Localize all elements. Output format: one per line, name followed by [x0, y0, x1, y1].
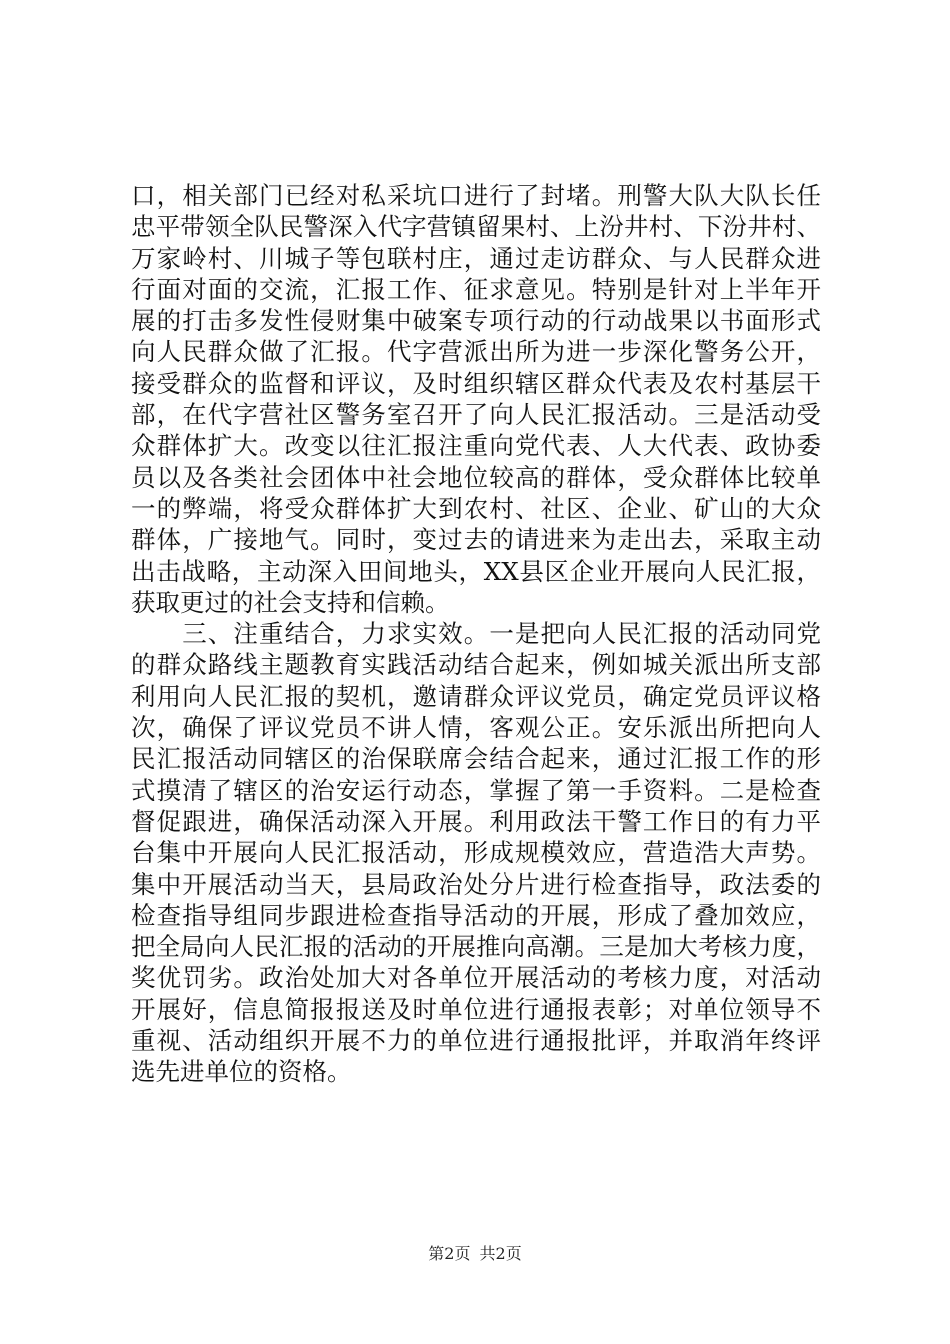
- text-line: 口，相关部门已经对私采坑口进行了封堵。刑警大队大队长任: [131, 181, 821, 210]
- text-line: 民汇报活动同辖区的治保联席会结合起来，通过汇报工作的形: [131, 744, 821, 774]
- text-line: 忠平带领全队民警深入代字营镇留果村、上汾井村、下汾井村、: [131, 212, 821, 242]
- text-line: 三、注重结合，力求实效。一是把向人民汇报的活动同党: [131, 619, 821, 649]
- text-line: 众群体扩大。改变以往汇报注重向党代表、人大代表、政协委: [131, 431, 821, 461]
- text-line: 把全局向人民汇报的活动的开展推向高潮。三是加大考核力度，: [131, 932, 821, 962]
- text-line: 获取更过的社会支持和信赖。: [131, 587, 450, 617]
- text-line: 群体，广接地气。同时，变过去的请进来为走出去，采取主动: [131, 525, 821, 555]
- text-line: 台集中开展向人民汇报活动，形成规模效应，营造浩大声势。: [131, 838, 821, 868]
- text-line: 接受群众的监督和评议，及时组织辖区群众代表及农村基层干: [131, 368, 821, 398]
- text-line: 督促跟进，确保活动深入开展。利用政法干警工作日的有力平: [131, 806, 821, 836]
- page-footer: [0, 1243, 950, 1265]
- text-line: 利用向人民汇报的契机，邀请群众评议党员，确定党员评议格: [131, 681, 821, 711]
- text-line: 奖优罚劣。政治处加大对各单位开展活动的考核力度，对活动: [131, 963, 821, 993]
- page-number: 第2页: [428, 1244, 471, 1263]
- text-line: 集中开展活动当天，县局政治处分片进行检查指导，政法委的: [131, 869, 821, 899]
- text-line: 向人民群众做了汇报。代字营派出所为进一步深化警务公开，: [131, 337, 821, 367]
- text-line: 开展好，信息简报报送及时单位进行通报表彰；对单位领导不: [131, 994, 821, 1024]
- text-line: 选先进单位的资格。: [131, 1057, 352, 1087]
- text-line: 万家岭村、川城子等包联村庄，通过走访群众、与人民群众进: [131, 243, 821, 273]
- text-line: 次，确保了评议党员不讲人情，客观公正。安乐派出所把向人: [131, 713, 821, 743]
- text-line: 展的打击多发性侵财集中破案专项行动的行动战果以书面形式: [131, 306, 821, 336]
- text-line: 式摸清了辖区的治安运行动态，掌握了第一手资料。二是检查: [131, 775, 821, 805]
- text-line: 部，在代字营社区警务室召开了向人民汇报活动。三是活动受: [131, 400, 821, 430]
- text-line: 一的弊端，将受众群体扩大到农村、社区、企业、矿山的大众: [131, 493, 821, 523]
- text-line: 行面对面的交流，汇报工作、征求意见。特别是针对上半年开: [131, 274, 821, 304]
- text-line: 的群众路线主题教育实践活动结合起来，例如城关派出所支部: [131, 650, 821, 680]
- text-line: 重视、活动组织开展不力的单位进行通报批评，并取消年终评: [131, 1026, 821, 1056]
- body-text: [131, 180, 821, 1088]
- page-total: 共2页: [479, 1244, 522, 1263]
- text-line: 出击战略，主动深入田间地头，XX县区企业开展向人民汇报，: [131, 556, 821, 586]
- text-line: 员以及各类社会团体中社会地位较高的群体，受众群体比较单: [131, 462, 821, 492]
- text-line: 检查指导组同步跟进检查指导活动的开展，形成了叠加效应，: [131, 900, 821, 930]
